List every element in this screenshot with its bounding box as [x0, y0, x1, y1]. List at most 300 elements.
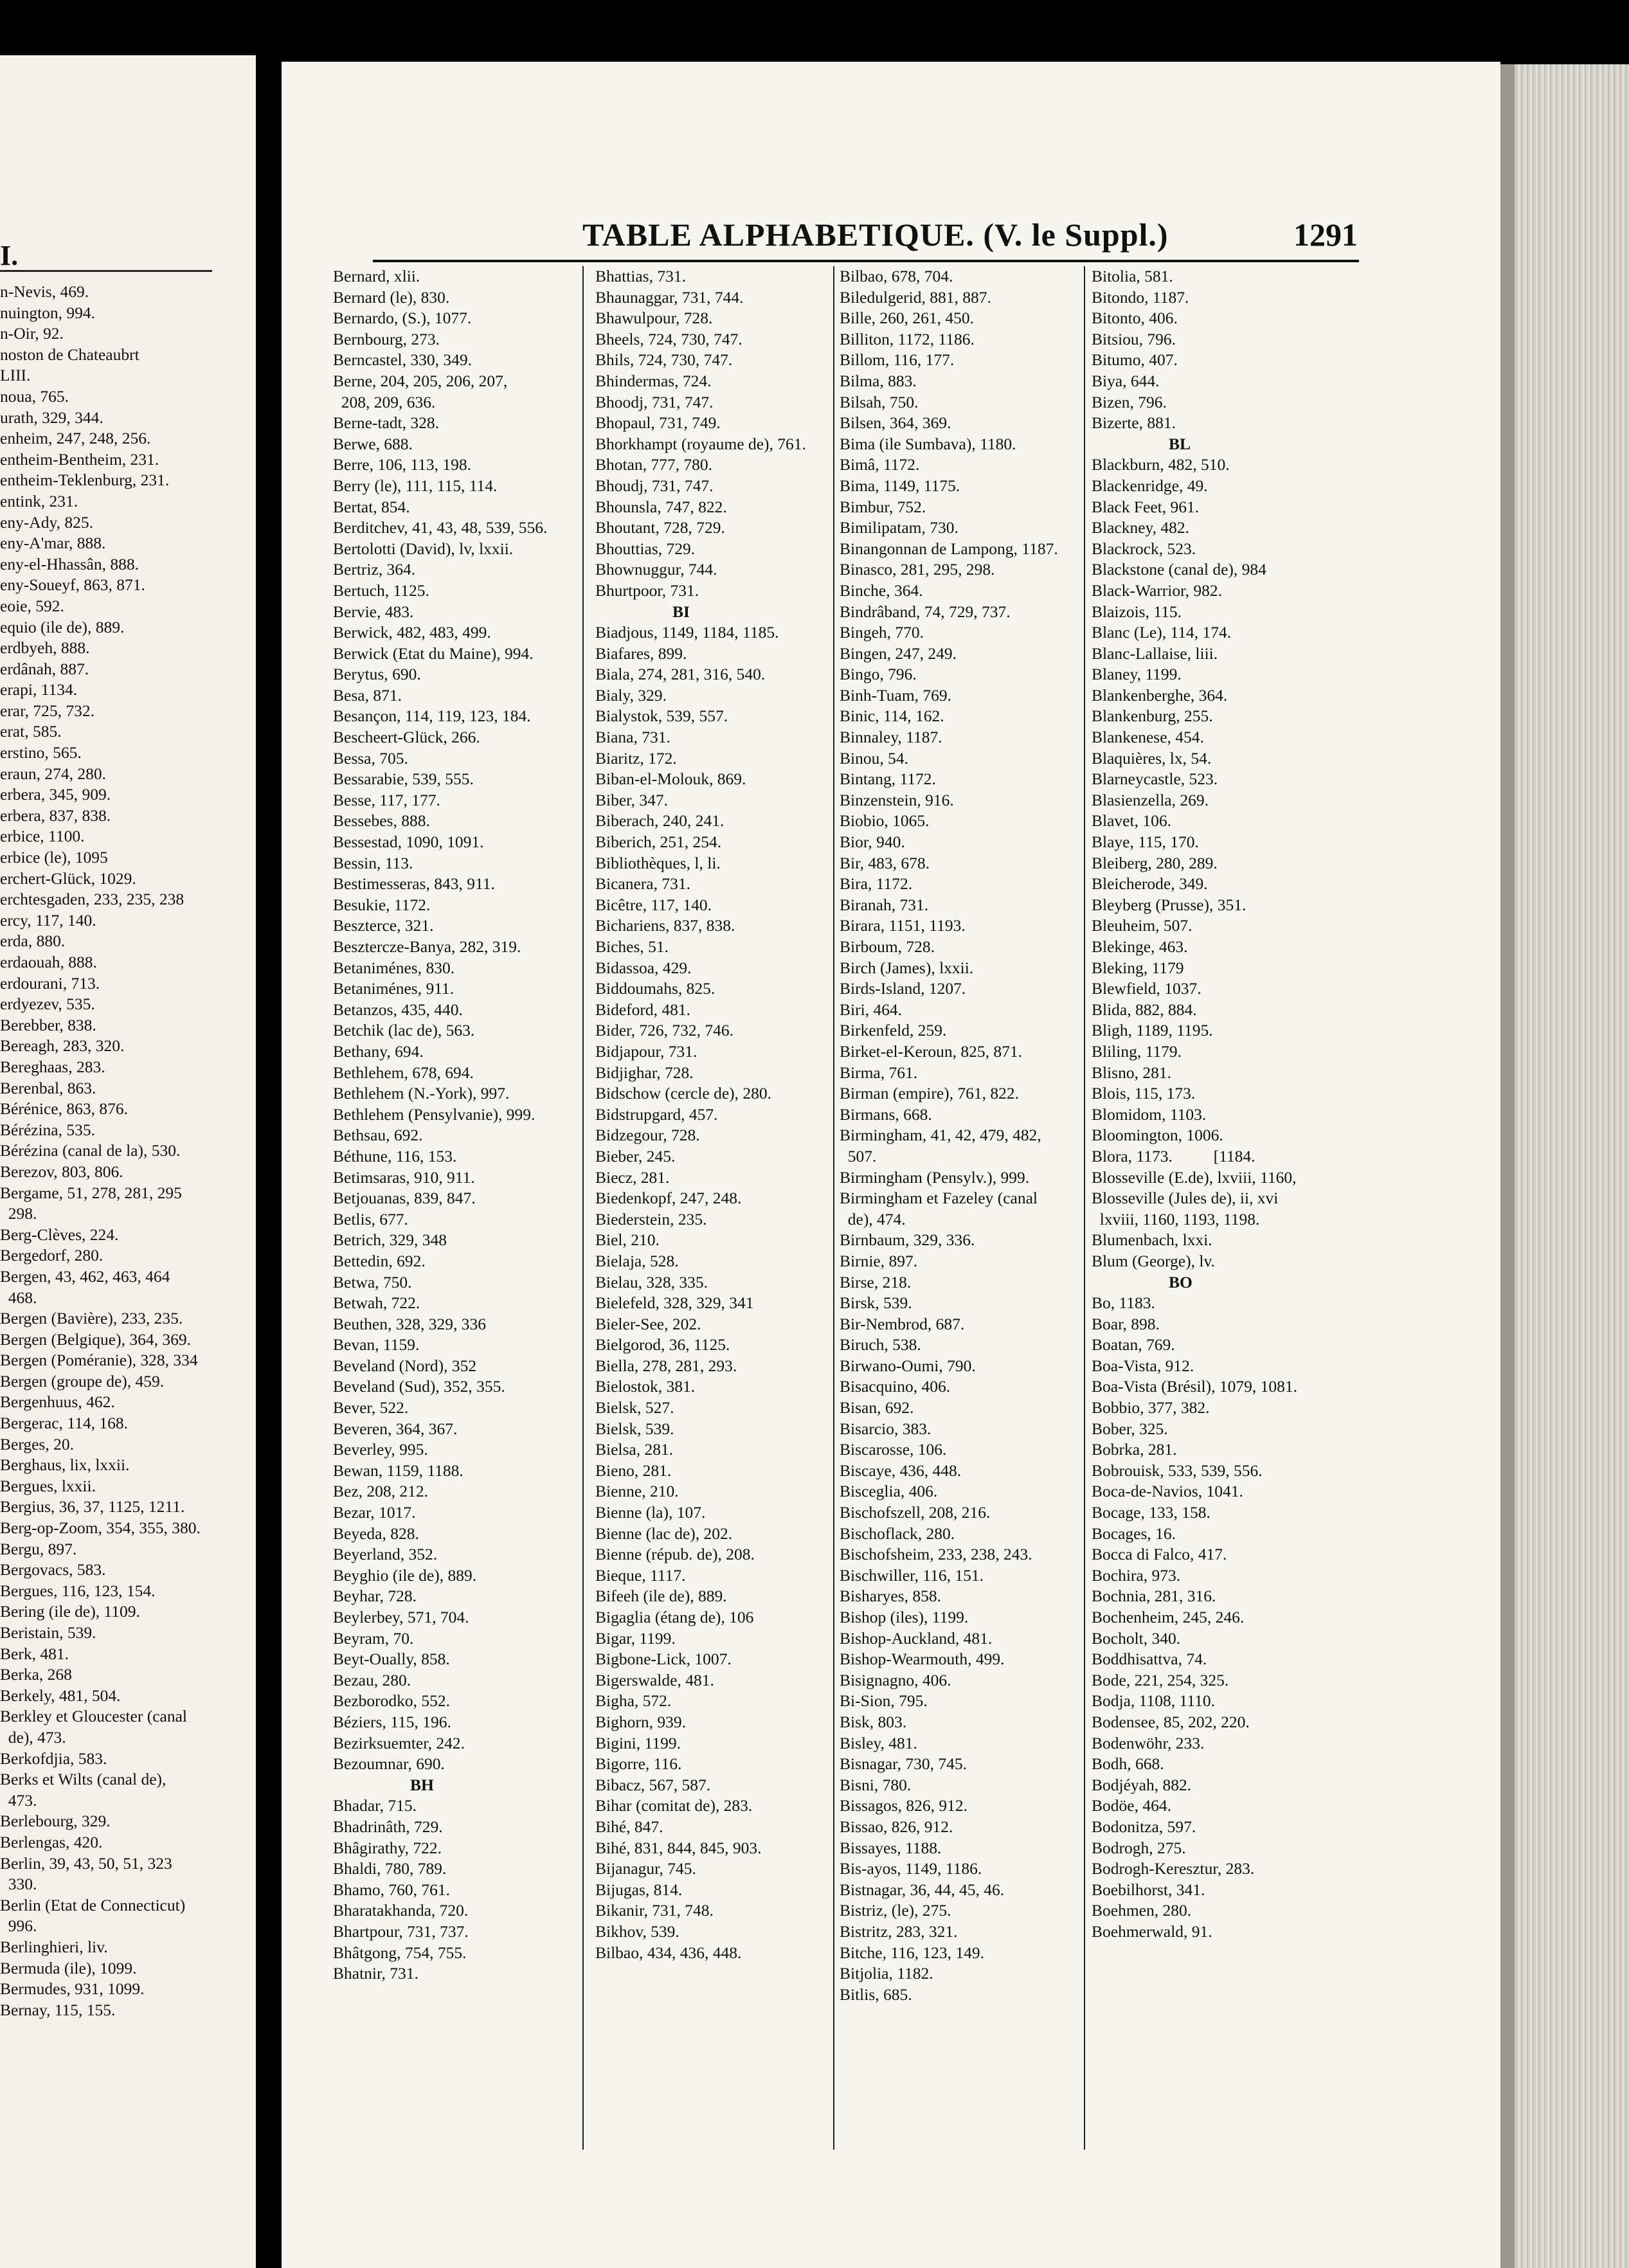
index-entry: Bingen, 247, 249. — [840, 644, 957, 663]
right-page — [282, 62, 1500, 2268]
index-entry: Blaquières, lx, 54. — [1092, 748, 1212, 768]
index-entry: Bisan, 692. — [840, 1398, 914, 1418]
index-entry: Bodjéyah, 882. — [1092, 1775, 1192, 1794]
index-entry: Besukie, 1172. — [333, 895, 431, 914]
index-entry: Bleuheim, 507. — [1092, 916, 1192, 935]
index-entry: Bir, 483, 678. — [840, 853, 930, 872]
index-entry: Betwa, 750. — [333, 1272, 412, 1292]
index-entry: Bezirksuemter, 242. — [333, 1733, 465, 1752]
book-page-edges — [1500, 64, 1629, 2268]
index-entry: Bligh, 1189, 1195. — [1092, 1021, 1213, 1040]
index-entry: Bitjolia, 1182. — [840, 1964, 933, 1983]
index-entry: Bethlehem (N.-York), 997. — [333, 1084, 510, 1103]
index-entry: Bihar (comitat de), 283. — [595, 1796, 753, 1815]
index-column-4 — [1092, 266, 1346, 1943]
index-entry: Bis-ayos, 1149, 1186. — [840, 1859, 982, 1878]
index-entry: Blora, 1173. [1184. — [1092, 1146, 1256, 1166]
index-entry: Bikanir, 731, 748. — [595, 1901, 714, 1920]
index-entry: Bielgorod, 36, 1125. — [595, 1335, 730, 1354]
index-entry: Bliling, 1179. — [1092, 1041, 1182, 1061]
index-entry: Bishop-Auckland, 481. — [840, 1628, 993, 1648]
index-entry: Blois, 115, 173. — [1092, 1084, 1196, 1103]
index-entry: Beyhar, 728. — [333, 1587, 417, 1606]
index-entry: Bobrouisk, 533, 539, 556. — [1092, 1461, 1263, 1480]
index-entry: Bienne, 210. — [595, 1482, 679, 1501]
index-entry: Bigorre, 116. — [595, 1754, 682, 1774]
index-entry: Berwe, 688. — [333, 434, 413, 453]
book-spine-shadow — [1500, 64, 1515, 2268]
section-letter-heading: BH — [410, 1775, 434, 1794]
index-entry: Berwick (Etat du Maine), 994. — [333, 644, 534, 663]
index-entry: Bitumo, 407. — [1092, 350, 1178, 370]
index-entry: Binzenstein, 916. — [840, 790, 954, 809]
index-entry: Bielostok, 381. — [595, 1377, 696, 1396]
index-entry: Bielau, 328, 335. — [595, 1272, 708, 1292]
column-divider — [1084, 266, 1085, 2150]
index-entry: Bieno, 281. — [595, 1461, 672, 1480]
index-entry: Betaniménes, 830. — [333, 958, 455, 977]
index-entry: Bernard (le), 830. — [333, 287, 450, 307]
index-entry: Bisharyes, 858. — [840, 1587, 941, 1606]
index-entry: Bezoumnar, 690. — [333, 1754, 445, 1774]
index-entry: Bhindermas, 724. — [595, 371, 712, 390]
index-entry: Bitsiou, 796. — [1092, 329, 1176, 348]
index-entry: Bimilipatam, 730. — [840, 518, 959, 537]
index-entry: Bienne (répub. de), 208. — [595, 1545, 755, 1564]
index-entry: Bhadar, 715. — [333, 1796, 417, 1815]
index-entry: Bishop (iles), 1199. — [840, 1608, 969, 1626]
index-entry: Beyghio (ile de), 889. — [333, 1565, 477, 1585]
index-entry: Bessestad, 1090, 1091. — [333, 833, 484, 852]
index-entry: Berditchev, 41, 43, 48, 539, 556. — [333, 518, 548, 537]
index-entry: Bialy, 329. — [595, 685, 667, 705]
index-entry: Bessebes, 888. — [333, 811, 430, 831]
index-entry: Bieque, 1117. — [595, 1565, 686, 1585]
index-entry: Bingeh, 770. — [840, 623, 924, 642]
index-entry: Bidjapour, 731. — [595, 1041, 698, 1061]
section-letter-heading: BI — [672, 602, 690, 621]
index-entry: Betanzos, 435, 440. — [333, 1000, 463, 1019]
left-page — [0, 55, 256, 2268]
index-entry: Bidstrupgard, 457. — [595, 1104, 718, 1124]
index-entry: Bigha, 572. — [595, 1691, 672, 1711]
index-entry: Bezar, 1017. — [333, 1503, 416, 1522]
index-entry: Bisk, 803. — [840, 1712, 907, 1731]
index-entry: Binangonnan de Lampong, 1187. — [840, 539, 1058, 558]
index-entry: Bielaja, 528. — [595, 1251, 679, 1270]
index-entry: Betlis, 677. — [333, 1209, 408, 1228]
index-entry: Bharatakhanda, 720. — [333, 1901, 469, 1920]
index-entry: Bima, 1149, 1175. — [840, 476, 960, 495]
index-entry: Bighorn, 939. — [595, 1712, 686, 1731]
index-entry: Bodrogh, 275. — [1092, 1838, 1186, 1857]
index-entry: Bocage, 133, 158. — [1092, 1503, 1210, 1522]
index-entry: Bingo, 796. — [840, 665, 917, 684]
index-entry: Berne-tadt, 328. — [333, 413, 439, 433]
index-entry: Birch (James), lxxii. — [840, 958, 974, 977]
left-page-index-column: n-Nevis, 469. nuington, 994. n-Oir, 92. noston de Chateaubrt LIII. noua, 765. urath, 329, 344. enheim, 247, 248, 256. entheim-Bentheim, 231. entheim-Teklenburg, 231. entink, 231. eny-Ady, 825. eny-A'mar, 888. eny-el-Hhassân, 888. eny-Soueyf, 863, 871. eoie, 592. equio (ile de), 889. erdbyeh, 888. erdânah, 887. erapi, 1134. erar, 725, 732. erat, 585. erstino, 565. eraun, 274, 280. erbera, 345, 909. erbera, 837, 838. erbice, 1100. erbice (le), 1095 erchert-Glück, 1029. erchtesgaden, 233, 235, 238 ercy, 117, 140. erda, 880. erdaouah, 888. erdourani, 713. erdyezev, 535. Berebber, 838. Bereagh, 283, 320. Bereghaas, 283. Berenbal, 863. Bérénice, 863, 876. Bérézina, 535. Bérézina (canal de la), 530. Berezov, 803, 806. Bergame, 51, 278, 281, 295 298. Berg-Clèves, 224. Bergedorf, 280. Bergen, 43, 462, 463, 464 468. Bergen (Bavière), 233, 235. Bergen (Belgique), 364, 369. Bergen (Poméranie), 328, 334 Bergen (groupe de), 459. Bergenhuus, 462. Bergerac, 114, 168. Berges, 20. Berghaus, lix, lxxii. Bergues, lxxii. Bergius, 36, 37, 1125, 1211. Berg-op-Zoom, 354, 355, 380. Bergu, 897. Bergovacs, 583. Bergues, 116, 123, 154. Bering (ile de), 1109. Beristain, 539. Berk, 481. Berka, 268 Berkely, 481, 504. Berkley et Gloucester (canal de), 473. Berkofdjia, 583. Berks et Wilts (canal de), 473. Berlebourg, 329. Berlengas, 420. Berlin, 39, 43, 50, 51, 323 330. Berlin (Etat de Connecticut) 996. Berlinghieri, liv. Bermuda (ile), 1099. Bermudes, 931, 1099. Bernay, 115, 155. — [0, 282, 201, 2019]
index-entry: lxviii, 1160, 1193, 1198. — [1099, 1209, 1260, 1228]
index-entry: Bewan, 1159, 1188. — [333, 1461, 464, 1480]
index-entry: Biana, 731. — [595, 728, 670, 747]
index-entry: Bistritz, 283, 321. — [840, 1922, 958, 1941]
index-entry: Birwano-Oumi, 790. — [840, 1356, 976, 1375]
index-entry: Bhadrinâth, 729. — [333, 1817, 443, 1836]
index-entry: Bitondo, 1187. — [1092, 287, 1189, 307]
index-entry: Bima (ile Sumbava), 1180. — [840, 434, 1016, 453]
index-entry: Bertriz, 364. — [333, 560, 416, 579]
index-entry: Blida, 882, 884. — [1092, 1000, 1197, 1019]
index-entry: Bodonitza, 597. — [1092, 1817, 1196, 1836]
index-entry: Birman (empire), 761, 822. — [840, 1084, 1020, 1103]
index-entry: Bigaglia (étang de), 106 — [595, 1608, 754, 1626]
index-entry: Birara, 1151, 1193. — [840, 916, 966, 935]
header-rule — [373, 260, 1359, 262]
index-entry: Birmingham et Fazeley (canal — [840, 1189, 1038, 1208]
index-entry: Bessa, 705. — [333, 748, 408, 768]
index-entry: Bistnagar, 36, 44, 45, 46. — [840, 1880, 1005, 1899]
index-entry: Bhotan, 777, 780. — [595, 455, 713, 474]
left-page-heading: I. — [0, 240, 19, 271]
index-entry: Bochira, 973. — [1092, 1565, 1181, 1585]
index-entry: Bever, 522. — [333, 1398, 409, 1418]
index-entry: Bielsk, 527. — [595, 1398, 674, 1418]
index-entry: Boca-de-Navios, 1041. — [1092, 1482, 1243, 1501]
index-entry: Betaniménes, 911. — [333, 979, 455, 998]
index-entry: Birnbaum, 329, 336. — [840, 1230, 975, 1250]
index-entry: 208, 209, 636. — [341, 392, 436, 411]
index-entry: Bitolia, 581. — [1092, 267, 1173, 285]
index-entry: Bidjighar, 728. — [595, 1063, 694, 1082]
index-entry: Beyeda, 828. — [333, 1524, 419, 1543]
index-entry: Bethany, 694. — [333, 1041, 424, 1061]
index-entry: Bode, 221, 254, 325. — [1092, 1670, 1229, 1689]
index-entry: Billiton, 1172, 1186. — [840, 329, 975, 348]
index-entry: Bocages, 16. — [1092, 1524, 1176, 1543]
index-entry: Bidzegour, 728. — [595, 1126, 700, 1145]
index-entry: Bestimesseras, 843, 911. — [333, 874, 495, 894]
index-entry: Blosseville (Jules de), ii, xvi — [1092, 1189, 1279, 1208]
index-entry: Bienne (la), 107. — [595, 1503, 706, 1522]
index-column-2 — [595, 266, 833, 1963]
index-entry: Bizen, 796. — [1092, 392, 1167, 411]
index-entry: Betchik (lac de), 563. — [333, 1021, 475, 1040]
index-entry: Binou, 54. — [840, 748, 908, 768]
index-entry: Bieber, 245. — [595, 1146, 676, 1166]
index-entry: Blanc-Lallaise, liii. — [1092, 644, 1218, 663]
index-entry: Bibliothèques, l, li. — [595, 853, 721, 872]
index-entry: Besse, 117, 177. — [333, 790, 440, 809]
index-entry: Betimsaras, 910, 911. — [333, 1167, 475, 1187]
index-entry: Berwick, 482, 483, 499. — [333, 623, 491, 642]
index-entry: Bigini, 1199. — [595, 1733, 681, 1752]
index-entry: Bochnia, 281, 316. — [1092, 1587, 1216, 1606]
index-entry: Bialystok, 539, 557. — [595, 706, 728, 726]
index-entry: Bintang, 1172. — [840, 770, 936, 789]
index-entry: Bihé, 831, 844, 845, 903. — [595, 1838, 762, 1857]
index-entry: Béthune, 116, 153. — [333, 1146, 457, 1166]
index-entry: Birnie, 897. — [840, 1251, 918, 1270]
index-entry: Betjouanas, 839, 847. — [333, 1189, 476, 1208]
index-entry: Bhownuggur, 744. — [595, 560, 717, 579]
index-entry: Bessin, 113. — [333, 853, 413, 872]
index-entry: Bocca di Falco, 417. — [1092, 1545, 1227, 1564]
index-entry: Beverley, 995. — [333, 1440, 428, 1459]
index-entry: Biches, 51. — [595, 937, 669, 956]
index-entry: Blaizois, 115. — [1092, 602, 1182, 621]
index-entry: Bodenwöhr, 233. — [1092, 1733, 1205, 1752]
index-entry: Bilbao, 678, 704. — [840, 267, 953, 285]
index-entry: Betwah, 722. — [333, 1293, 420, 1313]
index-entry: Béziers, 115, 196. — [333, 1712, 451, 1731]
index-entry: Beveland (Sud), 352, 355. — [333, 1377, 505, 1396]
index-entry: Bhoudj, 731, 747. — [595, 476, 714, 495]
index-entry: Bhâgirathy, 722. — [333, 1838, 442, 1857]
index-entry: Bessarabie, 539, 555. — [333, 770, 474, 789]
index-entry: Biruch, 538. — [840, 1335, 921, 1354]
column-divider — [582, 266, 584, 2150]
index-entry: Bibacz, 567, 587. — [595, 1775, 711, 1794]
index-entry: Bettedin, 692. — [333, 1251, 426, 1270]
index-entry: Bleking, 1179 — [1092, 958, 1184, 977]
page-number: 1291 — [1293, 217, 1358, 253]
index-entry: Berre, 106, 113, 198. — [333, 455, 472, 474]
index-entry: Bodh, 668. — [1092, 1754, 1164, 1774]
index-entry: Bitlis, 685. — [840, 1985, 912, 2004]
page-header — [282, 216, 1500, 261]
index-entry: Bissao, 826, 912. — [840, 1817, 953, 1836]
index-entry: Bernard, xlii. — [333, 267, 420, 285]
index-entry: Bitonto, 406. — [1092, 309, 1178, 328]
index-entry: Beveland (Nord), 352 — [333, 1356, 477, 1375]
index-entry: Bimbur, 752. — [840, 497, 926, 516]
index-entry: Bervie, 483. — [333, 602, 414, 621]
index-entry: Bisignagno, 406. — [840, 1670, 951, 1689]
index-entry: Bocholt, 340. — [1092, 1628, 1181, 1648]
index-entry: Bheels, 724, 730, 747. — [595, 329, 742, 348]
index-entry: Bhurtpoor, 731. — [595, 580, 699, 600]
index-entry: Bleicherode, 349. — [1092, 874, 1208, 894]
index-entry: Blomidom, 1103. — [1092, 1104, 1207, 1124]
index-entry: Bez, 208, 212. — [333, 1482, 429, 1501]
index-entry: Beszterce, 321. — [333, 916, 434, 935]
index-entry: Boa-Vista (Brésil), 1079, 1081. — [1092, 1377, 1298, 1396]
index-entry: Blarneycastle, 523. — [1092, 770, 1218, 789]
index-entry: Bielsa, 281. — [595, 1440, 674, 1459]
index-entry: Birma, 761. — [840, 1063, 918, 1082]
index-entry: Bielsk, 539. — [595, 1419, 674, 1438]
index-entry: Bimâ, 1172. — [840, 455, 920, 474]
index-entry: Besançon, 114, 119, 123, 184. — [333, 706, 531, 726]
index-entry: Black-Warrior, 982. — [1092, 580, 1222, 600]
index-entry: Bilbao, 434, 436, 448. — [595, 1943, 742, 1962]
index-entry: Bobrka, 281. — [1092, 1440, 1177, 1459]
index-entry: Bischoflack, 280. — [840, 1524, 955, 1543]
index-entry: Bira, 1172. — [840, 874, 913, 894]
index-entry: Bissagos, 826, 912. — [840, 1796, 968, 1815]
index-entry: Bhatnir, 731. — [333, 1964, 419, 1983]
index-entry: Bihé, 847. — [595, 1817, 663, 1836]
index-entry: Birkenfeld, 259. — [840, 1021, 947, 1040]
left-header-rule — [0, 270, 212, 272]
index-entry: Biederstein, 235. — [595, 1209, 707, 1228]
index-entry: Berry (le), 111, 115, 114. — [333, 476, 498, 495]
index-entry: Bhorkhampt (royaume de), 761. — [595, 434, 806, 453]
index-entry: Blaye, 115, 170. — [1092, 833, 1199, 852]
index-entry: Bodja, 1108, 1110. — [1092, 1691, 1215, 1711]
index-entry: Biel, 210. — [595, 1230, 660, 1250]
index-entry: Bisnagar, 730, 745. — [840, 1754, 967, 1774]
index-entry: Boehmen, 280. — [1092, 1901, 1192, 1920]
index-entry: Besztercze-Banya, 282, 319. — [333, 937, 521, 956]
index-entry: Bhamo, 760, 761. — [333, 1880, 451, 1899]
index-entry: Blankenberghe, 364. — [1092, 685, 1228, 705]
index-entry: Boehmerwald, 91. — [1092, 1922, 1212, 1941]
index-entry: Bhâtgong, 754, 755. — [333, 1943, 467, 1962]
index-entry: Blisno, 281. — [1092, 1063, 1171, 1082]
index-entry: Bezau, 280. — [333, 1670, 411, 1689]
index-entry: Bijanagur, 745. — [595, 1859, 696, 1878]
index-entry: Bitche, 116, 123, 149. — [840, 1943, 984, 1962]
index-entry: Bishop-Wearmouth, 499. — [840, 1650, 1005, 1669]
index-entry: Bi-Sion, 795. — [840, 1691, 928, 1711]
index-entry: Bober, 325. — [1092, 1419, 1168, 1438]
index-entry: Bertat, 854. — [333, 497, 410, 516]
index-entry: Bisarcio, 383. — [840, 1419, 932, 1438]
index-entry: Biberich, 251, 254. — [595, 833, 722, 852]
index-entry: Birds-Island, 1207. — [840, 979, 966, 998]
index-entry: Bisley, 481. — [840, 1733, 917, 1752]
index-entry: Boar, 898. — [1092, 1314, 1160, 1333]
index-entry: Bhopaul, 731, 749. — [595, 413, 721, 433]
index-entry: Binnaley, 1187. — [840, 728, 942, 747]
index-entry: Biranah, 731. — [840, 895, 929, 914]
index-entry: Bicêtre, 117, 140. — [595, 895, 712, 914]
index-entry: Berne, 204, 205, 206, 207, — [333, 371, 508, 390]
index-entry: Beyerland, 352. — [333, 1545, 438, 1564]
index-entry: Bideford, 481. — [595, 1000, 691, 1019]
index-entry: Bethsau, 692. — [333, 1126, 423, 1145]
index-entry: Black Feet, 961. — [1092, 497, 1200, 516]
index-entry: Blackney, 482. — [1092, 518, 1190, 537]
index-entry: Birmingham, 41, 42, 479, 482, — [840, 1126, 1041, 1145]
index-entry: Bidassoa, 429. — [595, 958, 692, 977]
index-column-1 — [333, 266, 571, 1985]
index-entry: Bider, 726, 732, 746. — [595, 1021, 734, 1040]
index-entry: Bidschow (cercle de), 280. — [595, 1084, 772, 1103]
section-letter-heading: BO — [1169, 1272, 1192, 1292]
index-entry: Bethlehem (Pensylvanie), 999. — [333, 1104, 536, 1124]
index-entry: Bodrogh-Keresztur, 283. — [1092, 1859, 1255, 1878]
index-entry: Blosseville (E.de), lxviii, 1160, — [1092, 1167, 1297, 1187]
index-entry: Biber, 347. — [595, 790, 669, 809]
index-entry: Biberach, 240, 241. — [595, 811, 724, 831]
index-entry: Birket-el-Keroun, 825, 871. — [840, 1041, 1022, 1061]
index-entry: Blackstone (canal de), 984 — [1092, 560, 1266, 579]
index-entry: Bisceglia, 406. — [840, 1482, 938, 1501]
index-entry: Bischwiller, 116, 151. — [840, 1565, 984, 1585]
index-entry: Bir-Nembrod, 687. — [840, 1314, 965, 1333]
index-entry: Bhawulpour, 728. — [595, 309, 713, 328]
index-entry: Bleyberg (Prusse), 351. — [1092, 895, 1246, 914]
index-entry: Blackrock, 523. — [1092, 539, 1196, 558]
index-entry: Bindrâband, 74, 729, 737. — [840, 602, 1011, 621]
index-entry: Blekinge, 463. — [1092, 937, 1188, 956]
index-entry: Bochenheim, 245, 246. — [1092, 1608, 1245, 1626]
index-entry: Bille, 260, 261, 450. — [840, 309, 974, 328]
index-entry: Blanc (Le), 114, 174. — [1092, 623, 1232, 642]
page-title: TABLE ALPHABETIQUE. (V. le Suppl.) — [582, 217, 1169, 253]
column-divider — [833, 266, 834, 2150]
index-entry: Bhoutant, 728, 729. — [595, 518, 725, 537]
index-entry: Bilsen, 364, 369. — [840, 413, 951, 433]
index-entry: Bichariens, 837, 838. — [595, 916, 735, 935]
index-entry: Blasienzella, 269. — [1092, 790, 1209, 809]
index-entry: Blankenese, 454. — [1092, 728, 1204, 747]
index-entry: Birsk, 539. — [840, 1293, 912, 1313]
index-entry: Binh-Tuam, 769. — [840, 685, 952, 705]
index-entry: Berncastel, 330, 349. — [333, 350, 472, 370]
index-entry: Bilsah, 750. — [840, 392, 919, 411]
index-entry: Bissayes, 1188. — [840, 1838, 942, 1857]
index-entry: Bevan, 1159. — [333, 1335, 420, 1354]
index-entry: Boddhisattva, 74. — [1092, 1650, 1207, 1669]
index-entry: Bigerswalde, 481. — [595, 1670, 714, 1689]
index-entry: Bifeeh (ile de), 889. — [595, 1587, 727, 1606]
index-entry: Beylerbey, 571, 704. — [333, 1608, 469, 1626]
index-entry: Bistriz, (le), 275. — [840, 1901, 951, 1920]
index-entry: Bodöe, 464. — [1092, 1796, 1171, 1815]
index-entry: Bleiberg, 280, 289. — [1092, 853, 1218, 872]
index-entry: Boatan, 769. — [1092, 1335, 1175, 1354]
index-entry: Bikhov, 539. — [595, 1922, 680, 1941]
index-entry: Birmans, 668. — [840, 1104, 932, 1124]
index-entry: Birmingham (Pensylv.), 999. — [840, 1167, 1030, 1187]
index-entry: Bienne (lac de), 202. — [595, 1524, 733, 1543]
index-entry: Bielefeld, 328, 329, 341 — [595, 1293, 754, 1313]
section-letter-heading: BL — [1169, 434, 1191, 453]
index-entry: Biya, 644. — [1092, 371, 1160, 390]
index-entry: Bloomington, 1006. — [1092, 1126, 1223, 1145]
index-entry: Boebilhorst, 341. — [1092, 1880, 1205, 1899]
index-entry: Binic, 114, 162. — [840, 706, 944, 726]
index-entry: Beuthen, 328, 329, 336 — [333, 1314, 486, 1333]
index-entry: Blackenridge, 49. — [1092, 476, 1208, 495]
index-entry: Biedenkopf, 247, 248. — [595, 1189, 742, 1208]
index-entry: Beyram, 70. — [333, 1628, 414, 1648]
index-entry: Blumenbach, lxxi. — [1092, 1230, 1212, 1250]
index-entry: Biban-el-Molouk, 869. — [595, 770, 746, 789]
page-gutter — [256, 55, 282, 2268]
index-entry: Biala, 274, 281, 316, 540. — [595, 665, 766, 684]
index-entry: Biri, 464. — [840, 1000, 903, 1019]
index-entry: Bigar, 1199. — [595, 1628, 676, 1648]
index-entry: Bicanera, 731. — [595, 874, 690, 894]
index-entry: Blankenburg, 255. — [1092, 706, 1213, 726]
index-entry: Binche, 364. — [840, 580, 923, 600]
index-entry: Bisni, 780. — [840, 1775, 912, 1794]
index-entry: Bijugas, 814. — [595, 1880, 683, 1899]
index-entry: Bischofszell, 208, 216. — [840, 1503, 991, 1522]
index-entry: Bezborodko, 552. — [333, 1691, 451, 1711]
index-entry: Bischofsheim, 233, 238, 243. — [840, 1545, 1032, 1564]
index-entry: Biscarosse, 106. — [840, 1440, 947, 1459]
index-entry: Bhaunaggar, 731, 744. — [595, 287, 744, 307]
index-entry: Bescheert-Glück, 266. — [333, 728, 480, 747]
index-entry: Besa, 871. — [333, 685, 402, 705]
index-entry: Bior, 940. — [840, 833, 905, 852]
index-entry: Bizerte, 881. — [1092, 413, 1176, 433]
